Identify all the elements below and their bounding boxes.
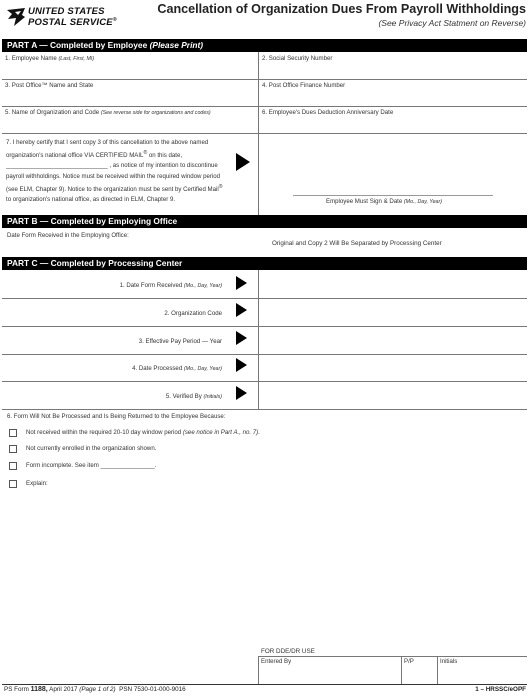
organization-code-field[interactable] <box>3 117 256 132</box>
logo-text-line2: POSTAL SERVICE® <box>28 17 117 28</box>
not-enrolled-option: Not currently enrolled in the organization shown. <box>26 445 157 452</box>
finance-number-field[interactable] <box>260 90 525 105</box>
pay-period-label: P/P <box>404 658 414 665</box>
effective-pay-period-label: 3. Effective Pay Period — Year <box>138 338 222 345</box>
date-processed-field[interactable] <box>260 356 525 380</box>
form-subtitle: (See Privacy Act Statment on Reverse) <box>378 18 526 28</box>
verified-by-field[interactable] <box>260 383 525 408</box>
part-a-header: PART A — Completed by Employee (Please Print) <box>2 39 527 52</box>
organization-code-c-field[interactable] <box>260 300 525 325</box>
separation-note: Original and Copy 2 Will Be Separated by Processing Center <box>272 240 442 247</box>
date-form-received-field[interactable] <box>260 272 525 297</box>
arrow-right-icon <box>236 303 247 317</box>
usps-logo <box>6 4 124 32</box>
employee-name-field[interactable] <box>3 63 256 78</box>
explain-option: Explain: <box>26 480 48 487</box>
date-processed-label: 4. Date Processed (Mo., Day, Year) <box>132 365 222 372</box>
window-period-checkbox[interactable] <box>9 429 17 437</box>
arrow-right-icon <box>236 358 247 372</box>
arrow-right-icon <box>236 331 247 345</box>
arrow-right-icon <box>236 153 250 171</box>
organization-code-c-label: 2. Organization Code <box>164 310 222 317</box>
form-incomplete-checkbox[interactable] <box>9 462 17 470</box>
form-incomplete-option: Form incomplete. See item ________________. <box>26 462 157 469</box>
anniversary-date-field[interactable] <box>260 117 525 132</box>
part-b-header: PART B — Completed by Employing Office <box>2 215 527 228</box>
initials-field[interactable] <box>439 666 526 683</box>
anniversary-date-label: 6. Employee's Dues Deduction Anniversary Date <box>262 109 394 116</box>
arrow-right-icon <box>236 386 247 400</box>
date-form-received-label: 1. Date Form Received (Mo., Day, Year) <box>119 282 222 289</box>
signature-label: Employee Must Sign & Date (Mo., Day, Year) <box>326 198 442 205</box>
logo-text-line1: UNITED STATES <box>28 6 105 17</box>
arrow-right-icon <box>236 276 247 290</box>
entered-by-label: Entered By <box>261 658 292 665</box>
pay-period-field[interactable] <box>403 666 436 683</box>
finance-number-label: 4. Post Office Finance Number <box>262 82 346 89</box>
explain-checkbox[interactable] <box>9 480 17 488</box>
certification-text: 7. I hereby certify that I sent copy 3 of this cancellation to the above named organization's national office VIA CERTIFIED MAIL® on this date, ______________________________ , as notice of my intention to discontinue payroll withholdings. Notice must be received within the required window period (see ELM, Chapter 9). Notice to the organization must be sent by Certified Mail® to organization's national office, as directed in ELM, Chapter 9. <box>6 139 223 204</box>
initials-label: Initials <box>440 658 458 665</box>
employee-name-label: 1. Employee Name (Last, First, MI) <box>5 55 95 62</box>
form-id: PS Form 1188, April 2017 (Page 1 of 2) PSN 7530-01-000-9016 <box>4 686 186 693</box>
eagle-icon <box>6 6 26 28</box>
organization-code-label: 5. Name of Organization and Code (See reverse side for organizations and codes) <box>5 109 211 116</box>
explain-field[interactable] <box>60 478 525 638</box>
post-office-name-label: 3. Post Office™ Name and State <box>5 82 94 89</box>
not-enrolled-checkbox[interactable] <box>9 445 17 453</box>
window-period-option: Not received within the required 20-10 day window period (see notice in Part A., no. 7). <box>26 429 260 436</box>
ssn-field[interactable] <box>260 63 525 78</box>
date-received-field[interactable] <box>3 240 256 255</box>
return-reason-heading: 6. Form Will Not Be Processed and Is Being Returned to the Employee Because: <box>7 413 226 420</box>
form-title: Cancellation of Organization Dues From Payroll Withholdings <box>157 2 526 16</box>
signature-line[interactable] <box>293 195 493 196</box>
ssn-label: 2. Social Security Number <box>262 55 333 62</box>
copy-destination: 1 – HRSSC/eOPF <box>475 686 526 693</box>
dde-heading: FOR DDE/DR USE <box>261 648 315 655</box>
part-c-header: PART C — Completed by Processing Center <box>2 257 527 270</box>
effective-pay-period-field[interactable] <box>260 328 525 353</box>
post-office-name-field[interactable] <box>3 90 256 105</box>
entered-by-field[interactable] <box>260 666 400 683</box>
verified-by-label: 5. Verified By (Initials) <box>165 393 222 400</box>
date-received-label: Date Form Received in the Employing Office: <box>7 232 129 239</box>
